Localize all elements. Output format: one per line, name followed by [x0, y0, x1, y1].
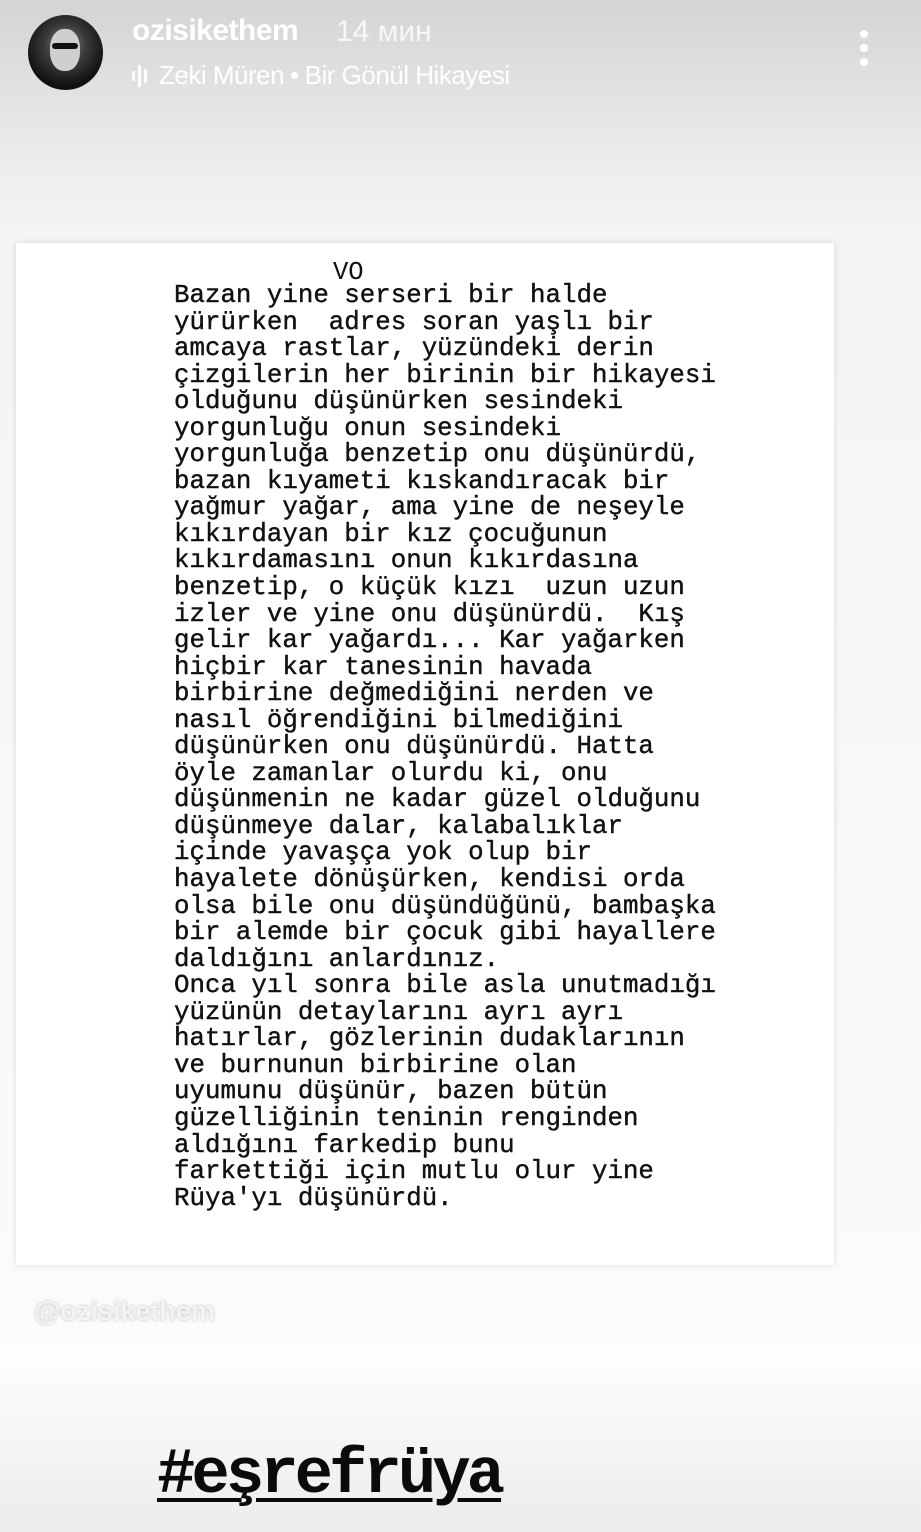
document-line: birbirine değmediğini nerden ve	[174, 679, 654, 709]
document-line: hiçbir kar tanesinin havada	[174, 652, 592, 682]
document-line: bir alemde bir çocuk gibi hayallere	[174, 918, 716, 948]
document-line: olsa bile onu düşündüğünü, bambaşka	[174, 891, 716, 921]
document-heading: VO	[333, 258, 364, 287]
document-line: çizgilerin her birinin bir hikayesi	[174, 360, 716, 390]
document-line: farkettiği için mutlu olur yine	[174, 1157, 654, 1187]
music-artist: Zeki Müren	[159, 60, 285, 90]
document-line: daldığını anlardınız.	[174, 944, 500, 974]
hashtag-sticker[interactable]: #eşrefrüya	[157, 1440, 502, 1512]
document-line: nasıl öğrendiğini bilmediğini	[174, 705, 623, 735]
document-line: bazan kıyameti kıskandıracak bir	[174, 466, 670, 496]
document-line: öyle zamanlar olurdu ki, onu	[174, 758, 608, 788]
document-line: izler ve yine onu düşünürdü. Kış	[174, 599, 685, 629]
avatar-face	[50, 29, 80, 71]
document-line: içinde yavaşça yok olup bir	[174, 838, 592, 868]
document-line: düşünürken onu düşünürdü. Hatta	[174, 732, 654, 762]
document-line: kıkırdayan bir kız çocuğunun	[174, 519, 608, 549]
document-line: hayalete dönüşürken, kendisi orda	[174, 865, 685, 895]
document-line: yorgunluğa benzetip onu düşünürdü,	[174, 440, 701, 470]
document-line: güzelliğinin teninin renginden	[174, 1103, 639, 1133]
document-line: ve burnunun birbirine olan	[174, 1050, 577, 1080]
audio-wave-icon	[132, 65, 147, 87]
document-body	[174, 283, 716, 1212]
document-line: uyumunu düşünür, bazen bütün	[174, 1077, 608, 1107]
document-line: yürürken adres soran yaşlı bir	[174, 307, 654, 337]
document-line: gelir kar yağardı... Kar yağarken	[174, 626, 685, 656]
document-line: benzetip, o küçük kızı uzun uzun	[174, 573, 685, 603]
more-options-icon[interactable]	[856, 30, 872, 74]
document-line: yüzünün detaylarını ayrı ayrı	[174, 997, 623, 1027]
avatar-glasses	[52, 43, 78, 49]
document-line: yorgunluğu onun sesindeki	[174, 413, 562, 443]
document-line: düşünmeye dalar, kalabalıklar	[174, 811, 623, 841]
story-time: 14 мин	[336, 15, 432, 48]
profile-avatar[interactable]	[28, 15, 103, 90]
document-line: düşünmenin ne kadar güzel olduğunu	[174, 785, 701, 815]
document-line: hatırlar, gözlerinin dudaklarının	[174, 1024, 685, 1054]
document-line: amcaya rastlar, yüzündeki derin	[174, 334, 654, 364]
document-line: kıkırdamasını onun kıkırdasına	[174, 546, 639, 576]
document-line: yağmur yağar, ama yine de neşeyle	[174, 493, 685, 523]
mention-sticker[interactable]: @ozisikethem	[34, 1296, 215, 1326]
story-username[interactable]: ozisikethem	[132, 14, 299, 47]
document-line: Rüya'yı düşünürdü.	[174, 1183, 453, 1213]
document-line: Bazan yine serseri bir halde	[174, 281, 608, 310]
music-separator: •	[290, 60, 299, 90]
music-attribution[interactable]	[132, 60, 510, 91]
document-line: aldığını farkedip bunu	[174, 1130, 515, 1160]
document-line: Onca yıl sonra bile asla unutmadığı	[174, 971, 716, 1001]
music-title: Bir Gönül Hikayesi	[304, 60, 510, 90]
document-line: olduğunu düşünürken sesindeki	[174, 387, 623, 417]
